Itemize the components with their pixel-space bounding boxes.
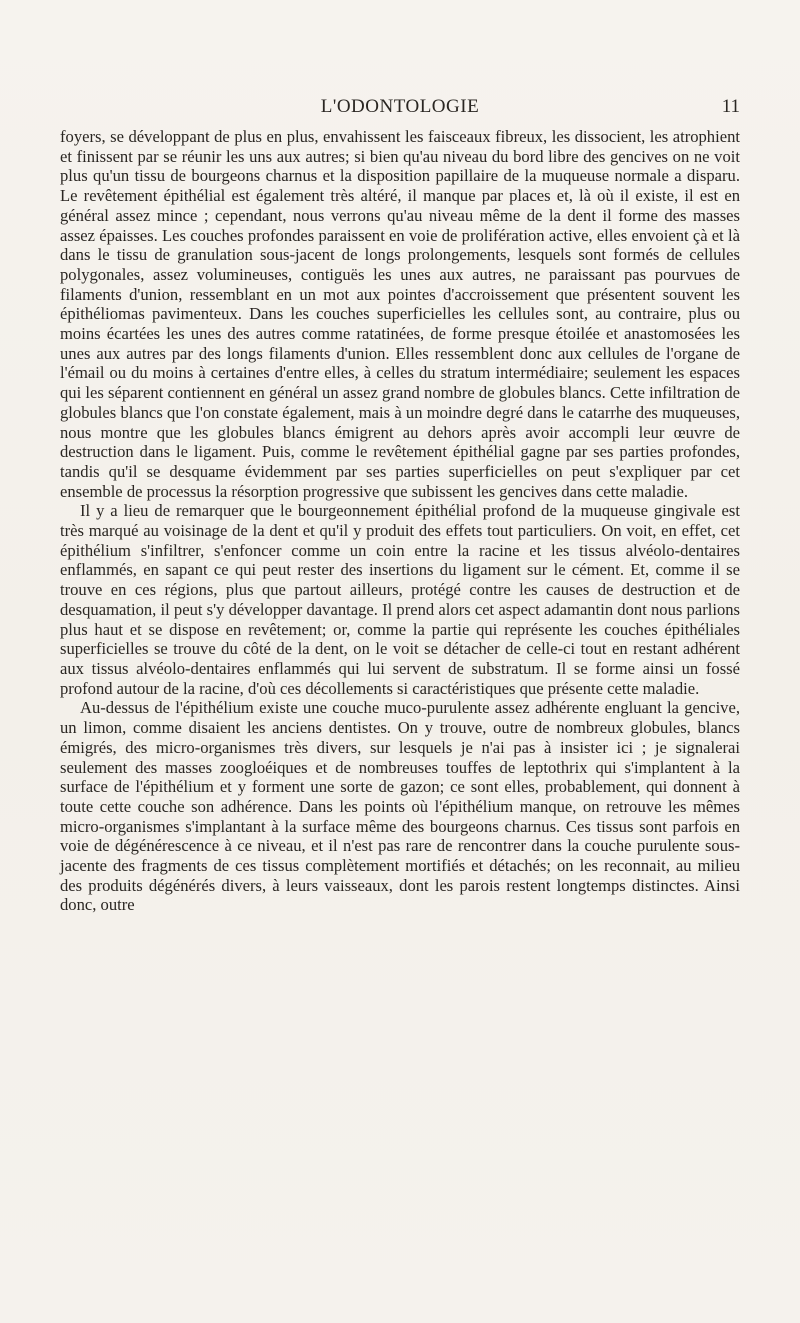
page-header xyxy=(60,92,740,122)
paragraph-continued: foyers, se développant de plus en plus, envahissent les faisceaux fibreux, les dissocient, les atrophient et finissent par se réunir les uns aux autres; si bien qu'au niveau du bord libre des gencives on ne voit plus qu'un tissu de bourgeons charnus et la disposition papillaire de la muqueuse normale a disparu. Le revêtement épithélial est également très altéré, il manque par places et, là où il existe, il est en général assez mince ; cependant, nous verrons qu'au niveau même de la dent il forme des masses assez épaisses. Les couches profondes paraissent en voie de prolifération active, elles envoient çà et là dans le tissu de granulation sous-jacent de longs prolongements, lesquels sont formés de cellules polygonales, assez volumineuses, contiguës les unes aux autres, ne paraissant pas pourvues de filaments d'union, ressemblant en un mot aux pointes d'accroissement que présentent souvent les épithéliomas pavimenteux. Dans les couches superficielles les cellules sont, au contraire, plus ou moins écartées les unes des autres comme ratatinées, de forme presque étoilée et anastomosées les unes aux autres par des longs filaments d'union. Elles ressemblent donc aux cellules de l'organe de l'émail ou du moins à certaines d'entre elles, à celles du stratum intermédiaire; seulement les espaces qui les séparent contiennent en général un assez grand nombre de globules blancs. Cette infiltration de globules blancs que l'on constate également, mais à un moindre degré dans le catarrhe des muqueuses, nous montre que les globules blancs émigrent au dehors après avoir accompli leur œuvre de destruction dans le ligament. Puis, comme le revêtement épithélial gagne par ses parties profondes, tandis qu'il se desquame évidemment par ses parties superficielles on peut s'expliquer par cet ensemble de processus la résorption progressive que subissent les gencives dans cette maladie. xyxy=(60,127,740,501)
paragraph: Il y a lieu de remarquer que le bourgeonnement épithélial profond de la muqueuse gingivale est très marqué au voisinage de la dent et qu'il y produit des effets tout particuliers. On voit, en effet, cet épithélium s'infiltrer, s'enfoncer comme un coin entre la racine et les tissus alvéolo-dentaires enflammés, en sapant ce qui peut rester des insertions du ligament sur le cément. Et, comme il se trouve en ces régions, plus que partout ailleurs, protégé contre les causes de destruction et de desquamation, il peut s'y développer davantage. Il prend alors cet aspect adamantin dont nous parlions plus haut et se dispose en revêtement; or, comme la partie qui représente les couches épithéliales superficielles se trouve du côté de la dent, on le voit se détacher de celle-ci tout en restant adhérent aux tissus alvéolo-dentaires enflammés qui lui servent de substratum. Il se forme ainsi un fossé profond autour de la racine, d'où ces décollements si caractéristiques que présente cette maladie. xyxy=(60,501,740,698)
page-number: 11 xyxy=(721,96,740,117)
running-title: L'ODONTOLOGIE xyxy=(320,96,480,117)
body-text xyxy=(60,127,740,915)
paragraph: Au-dessus de l'épithélium existe une couche muco-purulente assez adhérente engluant la gencive, un limon, comme disaient les anciens dentistes. On y trouve, outre de nombreux globules, blancs émigrés, des micro-organismes très divers, sur lesquels je n'ai pas à insister ici ; je signalerai seulement des masses zoogloéiques et de nombreuses touffes de leptothrix qui s'implantent à la surface de l'épithélium et y forment une sorte de gazon; ce sont elles, probablement, qui donnent à toute cette couche son adhérence. Dans les points où l'épithélium manque, on retrouve les mêmes micro-organismes s'implantant à la surface même des bourgeons charnus. Ces tissus sont parfois en voie de dégénérescence à ce niveau, et il n'est pas rare de rencontrer dans la couche purulente sous-jacente des fragments de ces tissus complètement mortifiés et détachés; on les reconnait, au milieu des produits dégénérés divers, à leurs vaisseaux, dont les parois restent longtemps distinctes. Ainsi donc, outre xyxy=(60,698,740,915)
